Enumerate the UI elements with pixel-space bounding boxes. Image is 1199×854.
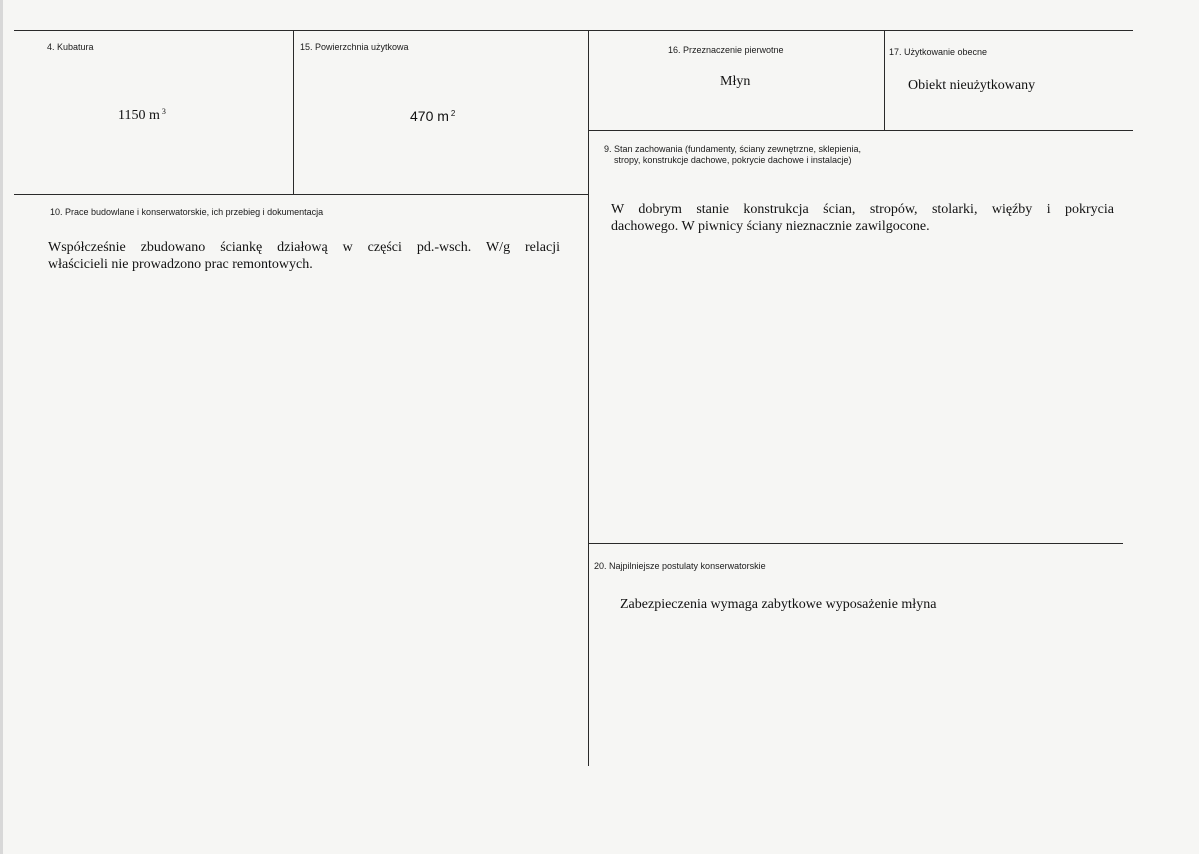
main-vertical-divider	[588, 30, 589, 766]
top-rule	[14, 30, 1133, 31]
powierzchnia-number: 470 m	[410, 108, 449, 124]
divider-kubatura-powierzchnia	[293, 30, 294, 194]
prace-text-line1: Współcześnie zbudowano ściankę działową w części pd.-wsch. W/g relacji	[48, 240, 560, 255]
prace-label: 10. Prace budowlane i konserwatorskie, ich przebieg i dokumentacja	[50, 207, 324, 217]
powierzchnia-label: 15. Powierzchnia użytkowa	[300, 42, 409, 52]
stan-text	[611, 201, 1114, 235]
postulaty-label: 20. Najpilniejsze postulaty konserwatorskie	[594, 561, 766, 571]
przeznaczenie-value: Młyn	[720, 74, 751, 89]
prace-text-line2: właścicieli nie prowadzono prac remontowych.	[48, 257, 313, 272]
rule-below-kubatura	[14, 194, 588, 195]
uzytkowanie-value: Obiekt nieużytkowany	[908, 78, 1036, 93]
uzytkowanie-label: 17. Użytkowanie obecne	[889, 47, 988, 57]
stan-label-line2: stropy, konstrukcje dachowe, pokrycie dachowe i instalacje)	[614, 155, 852, 165]
rule-above-postulaty	[588, 543, 1123, 544]
kubatura-label: 4. Kubatura	[47, 42, 94, 52]
divider-przeznaczenie-uzytkowanie	[884, 30, 885, 130]
kubatura-unit-exponent: 3	[161, 107, 166, 116]
stan-text-line2: dachowego. W piwnicy ściany nieznacznie zawilgocone.	[611, 219, 930, 234]
scan-edge	[0, 0, 3, 854]
rule-below-przeznaczenie	[588, 130, 1133, 131]
stan-label-line1: 9. Stan zachowania (fundamenty, ściany zewnętrzne, sklepienia,	[604, 144, 861, 154]
powierzchnia-value	[410, 108, 455, 124]
stan-text-line1: W dobrym stanie konstrukcja ścian, stropów, stolarki, więźby i pokrycia	[611, 202, 1114, 217]
kubatura-number: 1150 m	[118, 108, 160, 123]
kubatura-value	[118, 107, 166, 124]
prace-text	[48, 239, 560, 273]
postulaty-text: Zabezpieczenia wymaga zabytkowe wyposażenie młyna	[620, 597, 937, 612]
powierzchnia-unit-exponent: 2	[450, 109, 456, 118]
przeznaczenie-label: 16. Przeznaczenie pierwotne	[668, 45, 784, 55]
